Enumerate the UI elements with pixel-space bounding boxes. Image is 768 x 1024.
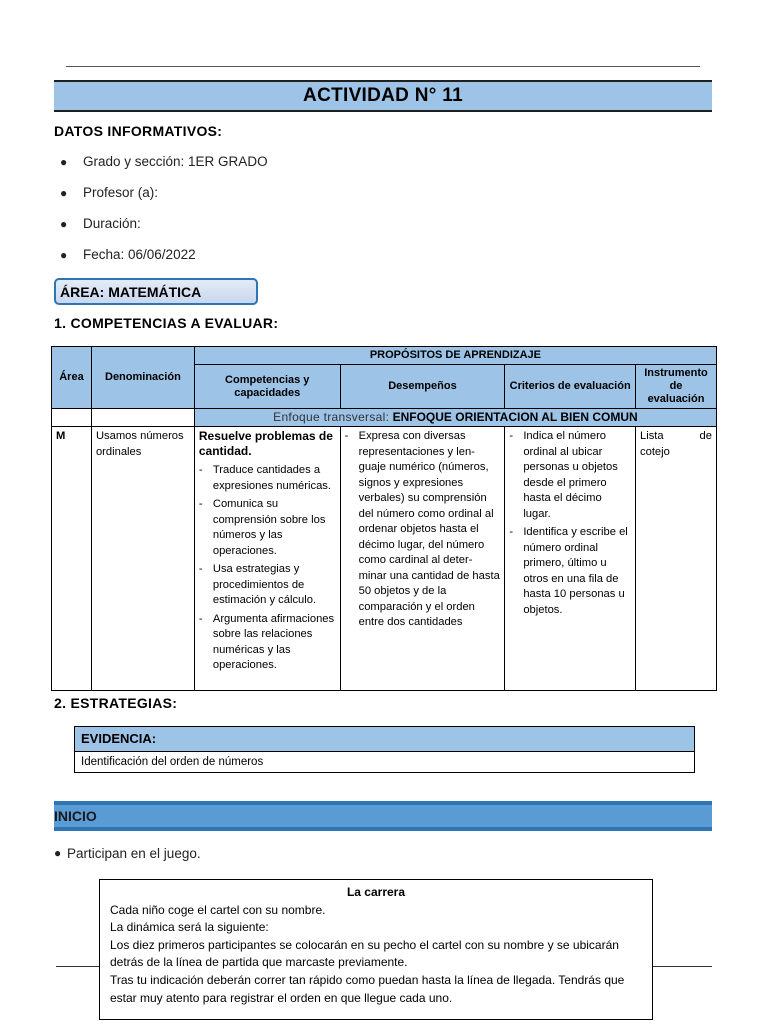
estrategias-heading: 2. ESTRATEGIAS: <box>54 695 178 711</box>
inicio-label: INICIO <box>54 808 97 824</box>
col-area: Área <box>52 347 92 409</box>
enfoque-row <box>194 409 716 427</box>
enfoque-value: ENFOQUE ORIENTACION AL BIEN COMUN <box>392 410 638 424</box>
list-item: - Indica el número ordinal al ubicar personas u objetos desde el primero hasta el décimo lugar. <box>509 430 618 520</box>
list-item: - Comunica su comprensión sobre los números y las operaciones. <box>198 498 326 557</box>
list-item: - Argumenta afirmaciones sobre las relaciones numéricas y las operaciones. <box>198 612 335 671</box>
datos-profesor: Profesor (a): <box>83 185 159 200</box>
area-label: ÁREA: MATEMÁTICA <box>60 283 202 300</box>
col-denominacion: Denominación <box>91 347 194 409</box>
title-text: ACTIVIDAD N° 11 <box>303 85 463 106</box>
cell-denominacion: Usamos números ordinales <box>91 427 194 691</box>
area-box <box>54 278 258 305</box>
datos-grado: Grado y sección: 1ER GRADO <box>83 154 268 169</box>
col-desempenos: Desempeños <box>340 365 505 409</box>
top-rule <box>66 66 700 67</box>
juego-title: La carrera <box>346 885 406 899</box>
bullet-icon: ● <box>60 217 68 231</box>
juego-box <box>99 879 653 1020</box>
inicio-item-text: Participan en el juego. <box>67 846 201 861</box>
propositos-header: PROPÓSITOS DE APRENDIZAJE <box>194 347 716 365</box>
cell-desempenos <box>340 427 505 691</box>
datos-list <box>60 150 268 274</box>
side-rule-left <box>56 966 99 967</box>
competencias-table <box>51 346 717 691</box>
competencia-title: Resuelve problemas de cantidad. <box>198 429 333 458</box>
inicio-list-item <box>54 846 201 861</box>
juego-line: Cada niño coge el cartel con su nombre. <box>110 902 326 917</box>
juego-line: Tras tu indicación deberán correr tan rápido como puedan hasta la línea de llegada. Tendrás que estar muy atento para registrar el orden en que llegue cada uno. <box>110 972 625 1005</box>
col-competencias: Competencias y capacidades <box>194 365 340 409</box>
bullet-icon: ● <box>54 846 62 860</box>
table-cell <box>52 409 92 427</box>
table-cell <box>91 409 194 427</box>
list-item: - Identifica y escribe el número ordinal primero, último u otros en una fila de hasta 10 personas u objetos. <box>509 526 628 616</box>
cell-instrumento: Lista de cotejo <box>636 427 717 691</box>
list-item: - Expresa con diversas representaciones y len-guaje numérico (números, signos y expresiones verbales) su comprensión del número como ordinal al ordenar objetos hasta el décimo lugar, del número como cardinal al deter-minar una cantidad de hasta 50 objetos y de la comparación y el orden entre dos cantidades <box>344 430 500 628</box>
evidencia-box <box>74 726 695 773</box>
list-item: - Traduce cantidades a expresiones numéricas. <box>198 464 332 492</box>
cell-area: M <box>52 427 92 691</box>
juego-line: Los diez primeros participantes se colocarán en su pecho el cartel con su nombre y se ubicarán detrás de la línea de partida que marcaste previamente. <box>110 937 619 970</box>
list-item <box>60 150 268 181</box>
cell-competencias <box>194 427 340 691</box>
bullet-icon: ● <box>60 248 68 262</box>
evidencia-value: Identificación del orden de números <box>81 756 264 768</box>
list-item <box>60 212 268 243</box>
enfoque-label: Enfoque transversal: <box>273 410 390 424</box>
bullet-icon: ● <box>60 155 68 169</box>
col-criterios: Criterios de evaluación <box>505 365 636 409</box>
evidencia-label: EVIDENCIA: <box>75 727 694 752</box>
list-item <box>60 243 268 274</box>
juego-line: La dinámica será la siguiente: <box>110 920 269 935</box>
col-instrumento: Instrumento de evaluación <box>636 365 717 409</box>
side-rule-right <box>653 966 712 967</box>
list-item <box>60 181 268 212</box>
datos-heading: DATOS INFORMATIVOS: <box>54 123 223 139</box>
datos-fecha: Fecha: 06/06/2022 <box>83 247 196 262</box>
page-title <box>54 80 712 112</box>
competencias-heading: 1. COMPETENCIAS A EVALUAR: <box>54 315 279 331</box>
bullet-icon: ● <box>60 186 68 200</box>
table-row <box>52 427 717 691</box>
inicio-bar <box>54 801 712 831</box>
list-item: - Usa estrategias y procedimientos de estimación y cálculo. <box>198 563 317 606</box>
cell-criterios <box>505 427 636 691</box>
datos-duracion: Duración: <box>83 216 141 231</box>
